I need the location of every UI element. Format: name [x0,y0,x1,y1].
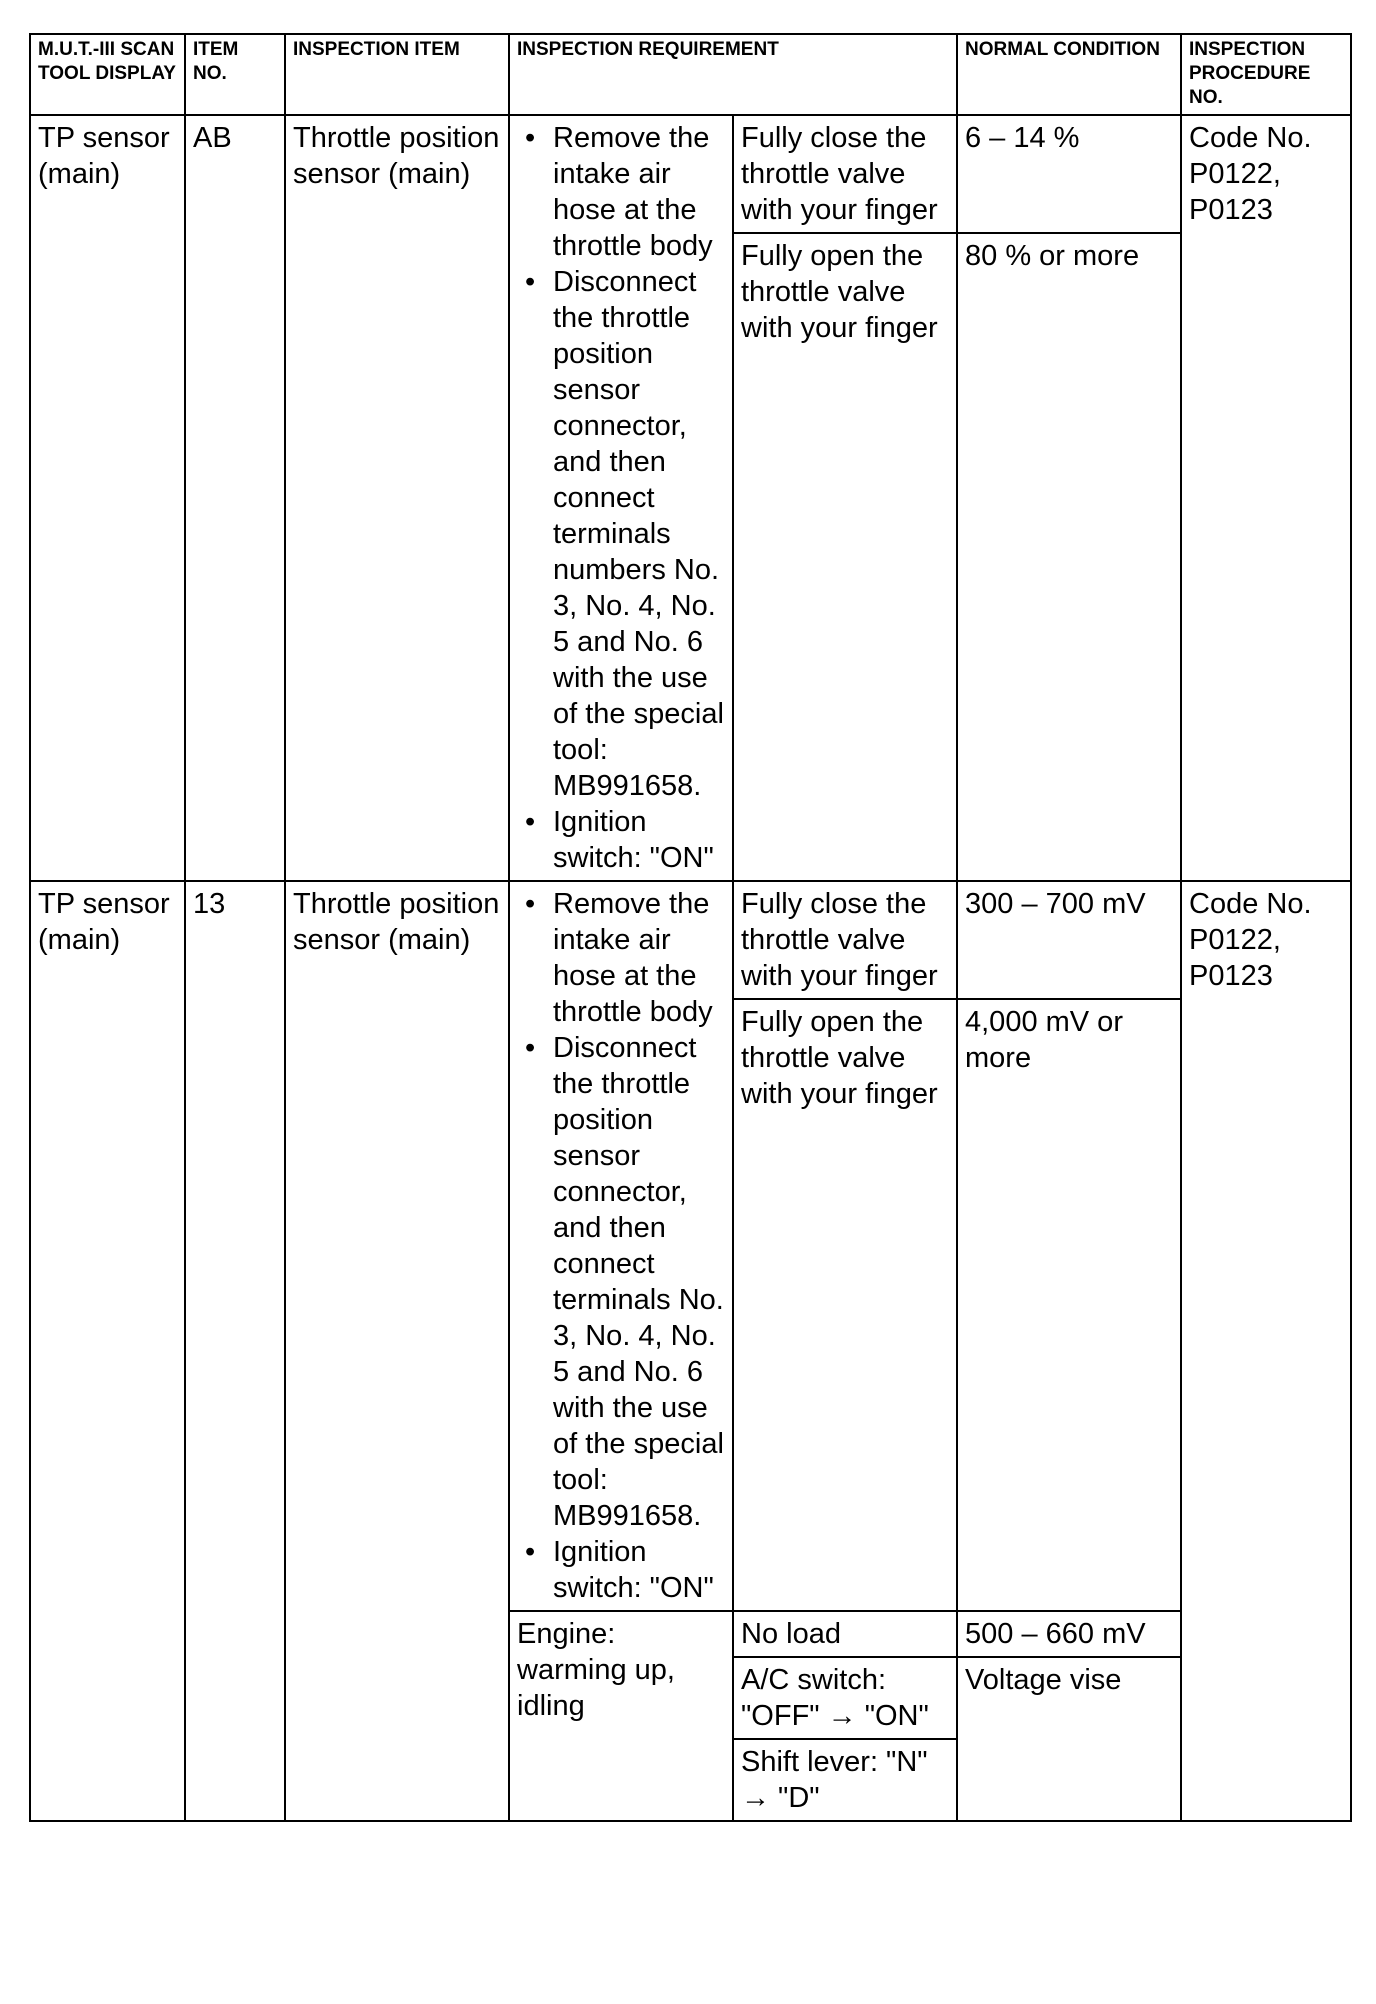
header-display: M.U.T.-III SCAN TOOL DISPLAY [30,34,185,115]
engine-requirement-cell: Engine: warming up, idling [509,1611,733,1821]
requirement-item: • Remove the intake air hose at the throttle body [553,120,725,264]
requirement-item: • Disconnect the throttle position sensor connector, and then connect terminals numbers No. 3, No. 4, No. 5 and No. 6 with the use of the special tool: MB991658. [553,264,725,804]
header-item-no: ITEM NO. [185,34,285,115]
condition-state-cell: Fully open the throttle valve with your finger [733,999,957,1611]
condition-state-cell: Fully open the throttle valve with your finger [733,233,957,881]
item-no-cell: 13 [185,881,285,1821]
procedure-cell: Code No. P0122, P0123 [1181,881,1351,1821]
display-cell: TP sensor (main) [30,881,185,1821]
inspection-table [29,33,1352,1822]
requirement-list [517,120,725,876]
requirement-item: • Ignition switch: "ON" [553,804,725,876]
condition-state-cell: Fully close the throttle valve with your finger [733,881,957,999]
inspection-item-cell: Throttle position sensor (main) [285,881,509,1821]
header-row [30,34,1351,115]
requirement-cell [509,881,733,1611]
normal-condition-cell: 6 – 14 % [957,115,1181,233]
condition-state-cell: No load [733,1611,957,1657]
requirement-item: • Disconnect the throttle position sensor connector, and then connect terminals No. 3, No. 4, No. 5 and No. 6 with the use of the special tool: MB991658. [553,1030,725,1534]
procedure-cell: Code No. P0122, P0123 [1181,115,1351,881]
requirement-item: • Ignition switch: "ON" [553,1534,725,1606]
header-procedure-no: INSPECTION PROCEDURE NO. [1181,34,1351,115]
table-row [30,115,1351,233]
header-normal-condition: NORMAL CONDITION [957,34,1181,115]
header-requirement: INSPECTION REQUIREMENT [509,34,957,115]
requirement-list [517,886,725,1606]
header-inspection-item: INSPECTION ITEM [285,34,509,115]
display-cell: TP sensor (main) [30,115,185,881]
condition-state-cell: A/C switch: "OFF" → "ON" [733,1657,957,1739]
requirement-cell [509,115,733,881]
condition-state-cell: Shift lever: "N" → "D" [733,1739,957,1821]
normal-condition-cell: Voltage vise [957,1657,1181,1821]
table-row [30,881,1351,999]
normal-condition-cell: 300 – 700 mV [957,881,1181,999]
inspection-item-cell: Throttle position sensor (main) [285,115,509,881]
requirement-item: • Remove the intake air hose at the throttle body [553,886,725,1030]
normal-condition-cell: 80 % or more [957,233,1181,881]
item-no-cell: AB [185,115,285,881]
normal-condition-cell: 4,000 mV or more [957,999,1181,1611]
condition-state-cell: Fully close the throttle valve with your finger [733,115,957,233]
normal-condition-cell: 500 – 660 mV [957,1611,1181,1657]
